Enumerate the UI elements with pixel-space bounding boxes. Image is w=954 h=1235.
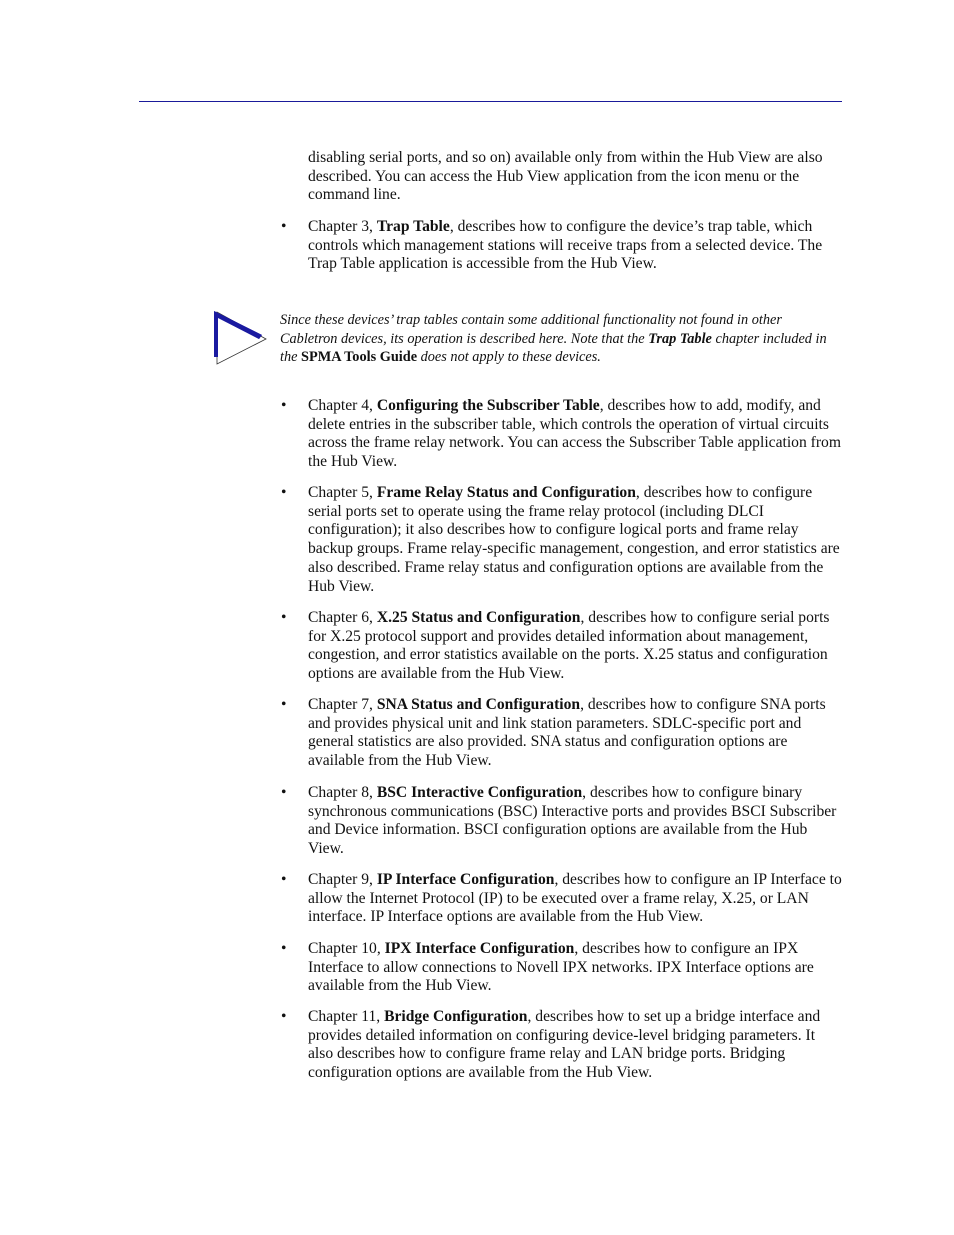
list-item-text: Chapter 9, IP Interface Configuration, describes how to configure an IP Interface to allow the Internet Protocol (IP) to be executed over a frame relay, X.25, or LAN interface. IP Interface options are available from the Hub View. — [308, 871, 842, 926]
bullet: • — [281, 871, 287, 888]
list-item-text: Chapter 3, Trap Table, describes how to configure the device’s trap table, which controls which management stations will receive traps from a selected device. The Trap Table application is accessible from the Hub View. — [308, 218, 823, 273]
chapter-title: Frame Relay Status and Configuration — [376, 484, 636, 501]
intro-continuation: disabling serial ports, and so on) available only from within the Hub View are also described. You can access the Hub View application from the icon menu or the command line. — [308, 149, 823, 204]
bullet: • — [281, 484, 287, 501]
list-item-text: Chapter 10, IPX Interface Configuration, describes how to configure an IPX Interface to allow connections to Novell IPX networks. IPX Interface options are available from the Hub View. — [308, 940, 814, 995]
note-text: Since these devices’ trap tables contain some additional functionality not found in other Cabletron devices, its operation is described here. Note that the Trap Table chapter included in the SPMA Tools Guide does not apply to these devices. — [280, 312, 827, 365]
chapter-title: BSC Interactive Configuration — [376, 784, 583, 801]
list-item-text: Chapter 11, Bridge Configuration, describes how to set up a bridge interface and provides detailed information on configuring device-level bridging parameters. It also describes how to configure frame relay and LAN bridge ports. Bridging configuration options are available from the Hub View. — [308, 1008, 821, 1082]
chapter-title: Trap Table — [376, 218, 450, 235]
chapter-title: SNA Status and Configuration — [376, 696, 581, 713]
bullet: • — [281, 397, 287, 414]
chapter-title: Configuring the Subscriber Table — [376, 397, 600, 414]
list-item-text: Chapter 6, X.25 Status and Configuration, describes how to configure serial ports for X.25 protocol support and provides detailed information about management, congestion, and error statistics available on the ports. X.25 status and configuration options are available from the Hub View. — [308, 609, 830, 683]
chapter-title: IPX Interface Configuration — [384, 940, 575, 957]
note-emphasis-trap-table: Trap Table — [648, 330, 712, 347]
chapter-title: X.25 Status and Configuration — [376, 609, 581, 626]
chapter-title: IP Interface Configuration — [376, 871, 555, 888]
bullet: • — [281, 784, 287, 801]
chapter-title: Bridge Configuration — [384, 1008, 528, 1025]
bullet: • — [281, 609, 287, 626]
bullet: • — [281, 1008, 287, 1025]
list-item-text: Chapter 7, SNA Status and Configuration, describes how to configure SNA ports and provides physical unit and link station parameters. SDLC-specific port and general statistics are also provided. SNA status and configuration options are available from the Hub View. — [308, 696, 826, 770]
list-item-text: Chapter 4, Configuring the Subscriber Table, describes how to add, modify, and delete entries in the subscriber table, which controls the operation of virtual circuits across the frame relay network. You can access the Subscriber Table application from the Hub View. — [308, 397, 841, 471]
list-item-text: Chapter 5, Frame Relay Status and Configuration, describes how to configure serial ports set to operate using the frame relay protocol (including DLCI configuration); it also describes how to configure logical ports and frame relay backup groups. Frame relay-specific management, congestion, and error statistics are also described. Frame relay status and configuration options are available from the Hub View. — [308, 484, 840, 595]
bullet: • — [281, 940, 287, 957]
bullet: • — [281, 696, 287, 713]
list-item-text: Chapter 8, BSC Interactive Configuration, describes how to configure binary synchronous communications (BSC) Interactive ports and provides BSCI Subscriber and Device information. BSCI configuration options are available from the Hub View. — [308, 784, 837, 858]
header-rule — [139, 101, 842, 102]
note-emphasis-guide: SPMA Tools Guide — [301, 349, 418, 365]
note-triangle-icon — [212, 309, 270, 367]
bullet: • — [281, 218, 287, 235]
